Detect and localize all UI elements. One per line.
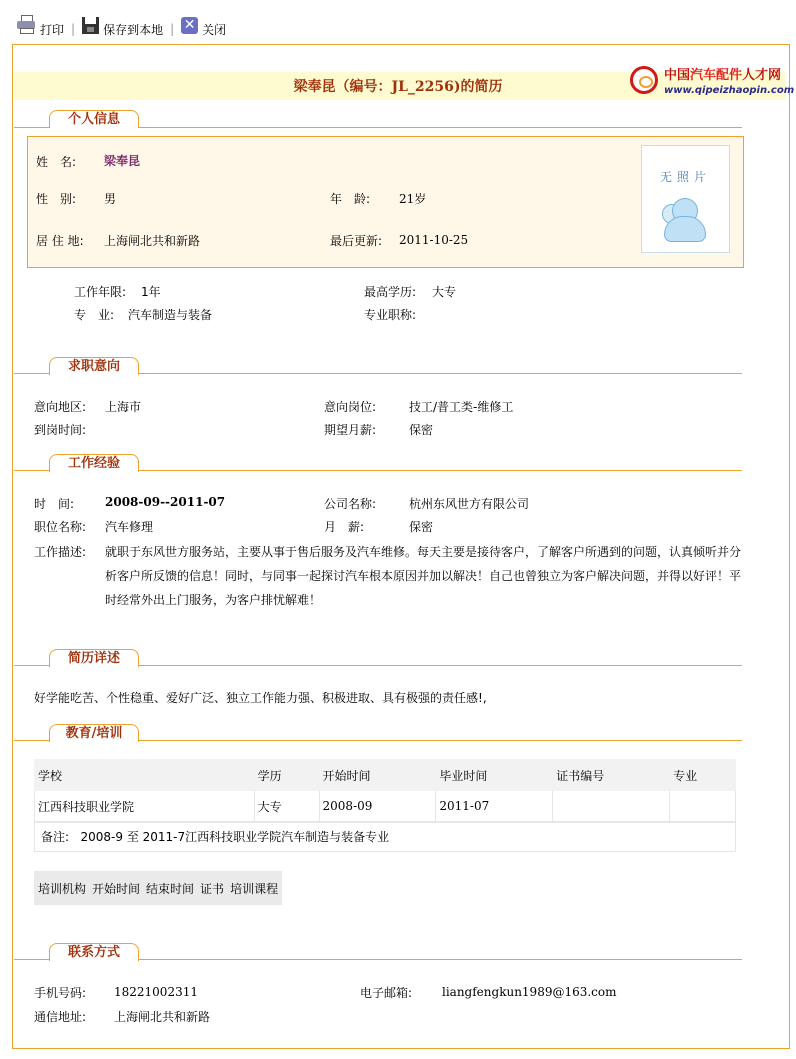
phone-value: 18221002311 [114,985,198,999]
section-tab-contact: 联系方式 [49,943,139,961]
column-header: 证书 [200,881,225,896]
column-header: 培训机构 [38,881,87,896]
degree-cell: 大专 [254,791,319,822]
column-header: 结束时间 [146,881,195,896]
education-note [34,822,736,852]
table-row [35,791,736,822]
age-label: 年 龄: [330,192,371,206]
print-label: 打印 [40,22,65,37]
age-value: 21岁 [399,192,427,206]
position-value: 汽车修理 [105,520,154,534]
save-button[interactable] [82,21,163,38]
address-value: 上海闸北共和新路 [114,1010,211,1024]
years-label: 工作年限: [74,285,127,299]
note-label: 备注: [41,830,70,844]
column-header: 开始时间 [92,881,141,896]
column-header: 开始时间 [319,760,436,791]
toolbar-divider: | [71,22,76,36]
floppy-disk-icon [82,17,99,34]
logo-emblem-icon [630,66,658,94]
note-text: 2008-9 至 2011-7江西科技职业学院汽车制造与装备专业 [80,830,390,844]
column-header: 学校 [35,760,255,791]
name-label: 姓 名: [36,155,77,169]
residence-label: 居 住 地: [36,234,84,248]
professional-title-label: 专业职称: [364,308,417,322]
email-link[interactable]: liangfengkun1989@163.com [442,985,617,999]
work-time-label: 时 间: [34,497,75,511]
training-header-row [34,871,282,905]
position-label: 职位名称: [34,520,87,534]
close-label: 关闭 [202,22,227,37]
certificate-cell [553,791,670,822]
page-title: 梁奉昆（编号：JL_2256)的简历 [293,79,503,95]
save-label: 保存到本地 [103,22,164,37]
updated-value: 2011-10-25 [399,233,469,247]
major-value: 汽车制造与装备 [128,308,213,322]
post-label: 意向岗位: [324,400,377,414]
logo-url: www.qipeizhaopin.com [664,85,795,96]
start-date-cell: 2008-09 [319,791,436,822]
email-label: 电子邮箱: [360,986,413,1000]
resume-detail-text: 好学能吃苦、个性稳重、爱好广泛、独立工作能力强、积极进取、具有极强的责任感!, [34,691,487,705]
column-header: 学历 [254,760,319,791]
degree-label: 最高学历: [364,285,417,299]
close-icon: ✕ [181,17,198,34]
printer-icon [16,15,36,35]
site-logo[interactable] [628,64,795,102]
column-header: 证书编号 [553,760,670,791]
print-button[interactable] [16,19,64,39]
salary-label: 期望月薪: [324,423,377,437]
company-label: 公司名称: [324,497,377,511]
logo-text: 中国汽车配件人才网 [664,68,782,83]
work-time-value: 2008-09--2011-07 [105,495,226,509]
no-photo-text: 无照片 [659,170,711,184]
column-header: 培训课程 [230,881,279,896]
major-label: 专 业: [74,308,115,322]
updated-label: 最后更新: [330,234,383,248]
residence-value: 上海闸北共和新路 [104,234,201,248]
pay-label: 月 薪: [324,520,365,534]
salary-value: 保密 [409,423,434,437]
years-value: 1年 [141,285,161,299]
candidate-name: 梁奉昆 [104,154,141,168]
education-table-header [35,760,736,791]
column-header: 毕业时间 [436,760,553,791]
gender-label: 性 别: [36,192,77,206]
degree-value: 大专 [432,285,457,299]
section-tab-education: 教育/培训 [49,724,139,742]
post-value: 技工/普工类-维修工 [409,400,514,414]
toolbar [16,18,226,40]
section-tab-personal: 个人信息 [49,110,139,128]
company-value: 杭州东风世方有限公司 [409,497,530,511]
school-cell: 江西科技职业学院 [35,791,255,822]
pay-value: 保密 [409,520,434,534]
work-description: 就职于东风世方服务站，主要从事于售后服务及汽车维修。每天主要是接待客户，了解客户所遇到的问题，认真倾听并分析客户所反馈的信息！同时，与同事一起探讨汽车根本原因并加以解决！自己也曾独立为客户解决问题，并得以好评！平时经常外出上门服务，为客户排忧解难！ [105,545,742,607]
close-button[interactable] [181,16,227,38]
major-cell [670,791,736,822]
section-tab-intent: 求职意向 [49,357,139,375]
phone-label: 手机号码: [34,986,87,1000]
column-header: 专业 [670,760,736,791]
work-desc-label: 工作描述: [34,545,87,559]
area-label: 意向地区: [34,400,87,414]
section-tab-detail: 简历详述 [49,649,139,667]
start-label: 到岗时间: [34,423,87,437]
gender-value: 男 [104,192,117,206]
section-tab-work: 工作经验 [49,454,139,472]
address-label: 通信地址: [34,1010,87,1024]
photo-placeholder [641,145,730,253]
education-table [34,759,736,822]
toolbar-divider: | [170,22,175,36]
area-value: 上海市 [105,400,142,414]
end-date-cell: 2011-07 [436,791,553,822]
